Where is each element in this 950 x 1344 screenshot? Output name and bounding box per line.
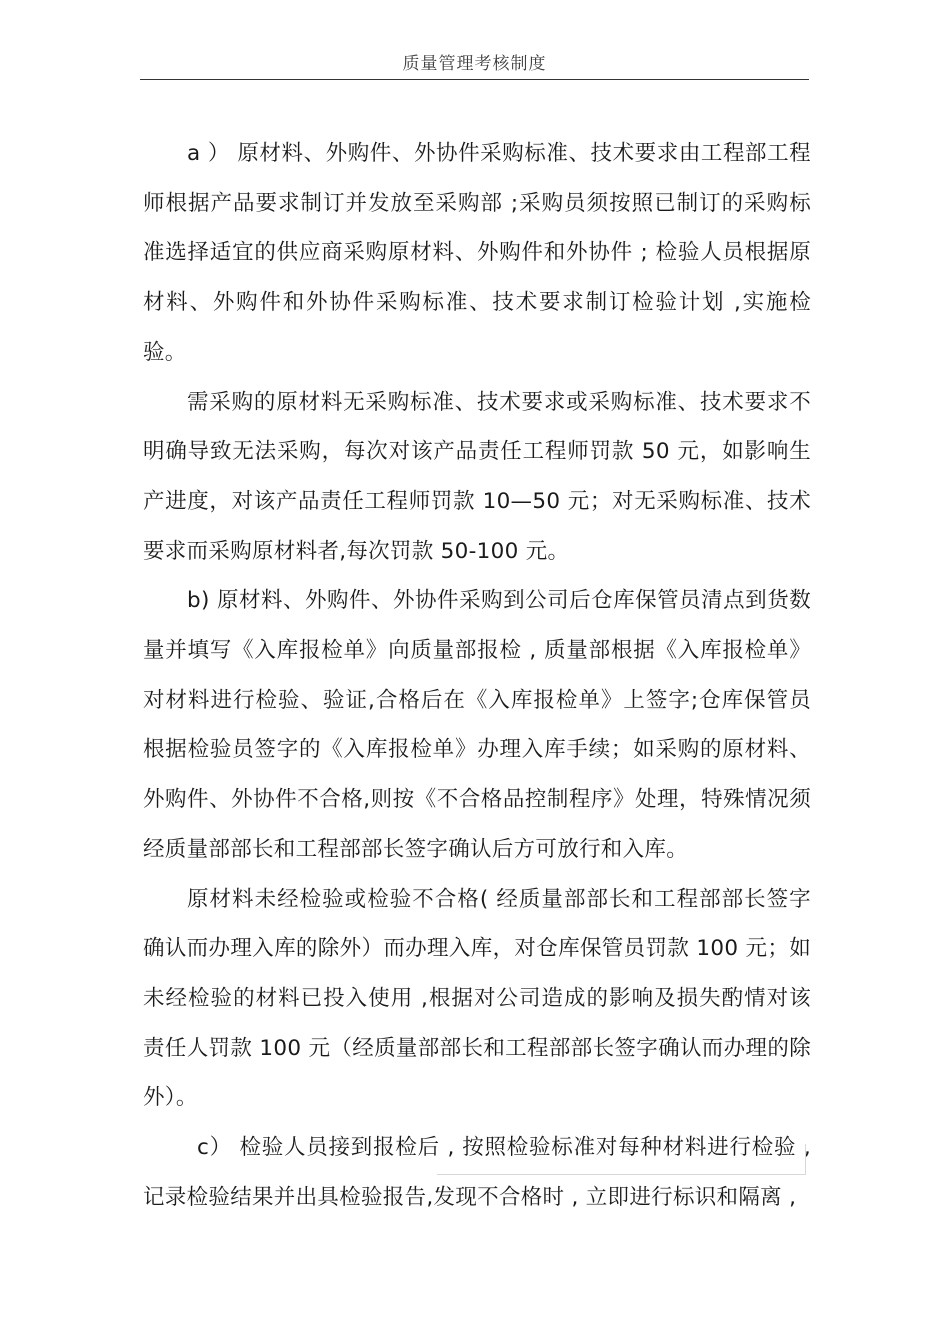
paragraph-a: a ） 原材料、外购件、外协件采购标准、技术要求由工程部工程师根据产品要求制订并发放至采购部 ;采购员须按照已制订的采购标准选择适宜的供应商采购原材料、外购件和外协件 ; 检验人员根据原材料、外购件和外协件采购标准、技术要求制订检验计划 ,实施检验。	[143, 141, 811, 365]
paragraph-b-penalty: 原材料未经检验或检验不合格( 经质量部部长和工程部部长签字确认而办理入库的除外）而办理入库，对仓库保管员罚款 100 元；如未经检验的材料已投入使用 ,根据对公司造成的影响及损失酌情对该责任人罚款 100 元（经质量部部长和工程部部长签字确认而办理的除外）。	[143, 886, 811, 1111]
text-box-outline	[437, 1144, 806, 1175]
paragraph-c: c） 检验人员接到报检后 , 按照检验标准对每种材料进行检验 ,记录检验结果并出具检验报告,发现不合格时 , 立即进行标识和隔离 ,	[143, 1135, 811, 1210]
header-title: 质量管理考核制度	[402, 54, 547, 74]
paragraph-a-penalty: 需采购的原材料无采购标准、技术要求或采购标准、技术要求不明确导致无法采购，每次对该产品责任工程师罚款 50 元，如影响生产进度，对该产品责任工程师罚款 10—50 元；对无采购标准、技术要求而采购原材料者,每次罚款 50-100 元。	[143, 389, 811, 564]
page-header	[140, 50, 809, 80]
paragraph-b: b) 原材料、外购件、外协件采购到公司后仓库保管员清点到货数量并填写《入库报检单》向质量部报检 , 质量部根据《入库报检单》对材料进行检验、验证,合格后在《入库报检单》上签字;仓库保管员根据检验员签字的《入库报检单》办理入库手续；如采购的原材料、外购件、外协件不合格,则按《不合格品控制程序》处理，特殊情况须经质量部部长和工程部部长签字确认后方可放行和入库。	[143, 588, 811, 862]
document-body	[143, 129, 811, 1222]
